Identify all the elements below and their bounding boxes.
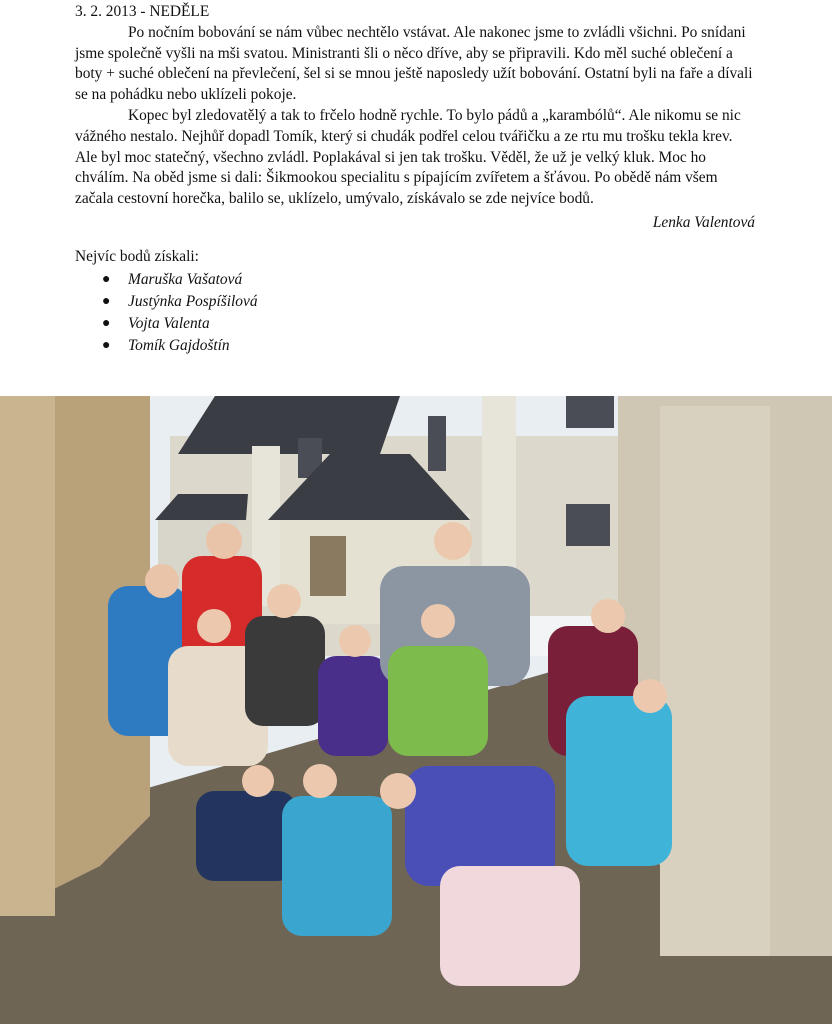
child-jacket xyxy=(245,616,325,726)
winner-name: Maruška Vašatová xyxy=(128,270,243,288)
article xyxy=(75,2,755,357)
child-head xyxy=(339,625,371,657)
list-item xyxy=(75,269,755,291)
gate-right-pillar xyxy=(660,406,770,956)
winner-name: Vojta Valenta xyxy=(128,314,210,332)
article-paragraph-1: Po nočním bobování se nám vůbec nechtělo vstávat. Ale nakonec jsme to zvládli všichni. Po snídani jsme společně vyšli na mši svatou. Ministranti šli o něco dříve, aby se připravili. Kdo měl suché oblečení a boty + suché oblečení na převlečení, šel si se mnou ještě naposledy užít bobování. Ostatní byli na faře a dívali se na pohádku nebo uklízeli pokoje. xyxy=(75,23,753,104)
child-jacket xyxy=(282,796,392,936)
chapel-door xyxy=(310,536,346,596)
child-head xyxy=(145,564,179,598)
child-head xyxy=(197,609,231,643)
child-head xyxy=(633,679,667,713)
points-title: Nejvíc bodů získali: xyxy=(75,247,199,265)
group-photo xyxy=(0,396,832,1024)
church-window xyxy=(428,416,446,471)
child-head xyxy=(267,584,301,618)
child-head xyxy=(206,523,242,559)
child-head xyxy=(303,764,337,798)
winner-name: Tomík Gajdoštín xyxy=(128,336,230,354)
group-photo-icon xyxy=(0,396,832,1024)
list-item xyxy=(75,313,755,335)
bullet-icon: ● xyxy=(102,315,111,331)
church-window xyxy=(566,504,610,546)
winners-list xyxy=(75,269,755,357)
child-head xyxy=(591,599,625,633)
gate-left-face xyxy=(0,396,55,916)
winner-name: Justýnka Pospíšilová xyxy=(128,292,258,310)
child-jacket xyxy=(318,656,388,756)
child-head xyxy=(242,765,274,797)
church-roof xyxy=(178,396,400,454)
child-head xyxy=(421,604,455,638)
bullet-icon: ● xyxy=(102,271,111,287)
article-paragraph-2: Kopec byl zledovatělý a tak to frčelo hodně rychle. To bylo pádů a „karambólů“. Ale nikomu se nic vážného nestalo. Nejhůř dopadl Tomík, který si chudák podřel celou tvářičku a ze rtu mu trošku tekla krev. Ale byl moc statečný, všechno zvládl. Poplakával si jen tak trošku. Věděl, že už je velký kluk. Moc ho chválím. Na oběd jsme si dali: Šikmookou specialitu s pípajícím zvířetem a šťávou. Po obědě nám všem začala cestovní horečka, balilo se, uklízelo, umývalo, získávalo se zde nejvíce bodů. xyxy=(75,106,741,208)
child-head xyxy=(380,773,416,809)
bullet-icon: ● xyxy=(102,293,111,309)
child-jacket xyxy=(388,646,488,756)
child-head xyxy=(434,522,472,560)
article-heading: 3. 2. 2013 - NEDĚLE xyxy=(75,3,210,20)
child-jacket xyxy=(566,696,672,866)
bullet-icon: ● xyxy=(102,337,111,353)
church-window xyxy=(566,396,614,428)
child-pants xyxy=(440,866,580,986)
child-jacket xyxy=(196,791,296,881)
list-item xyxy=(75,335,755,357)
list-item xyxy=(75,291,755,313)
article-author: Lenka Valentová xyxy=(652,213,755,231)
